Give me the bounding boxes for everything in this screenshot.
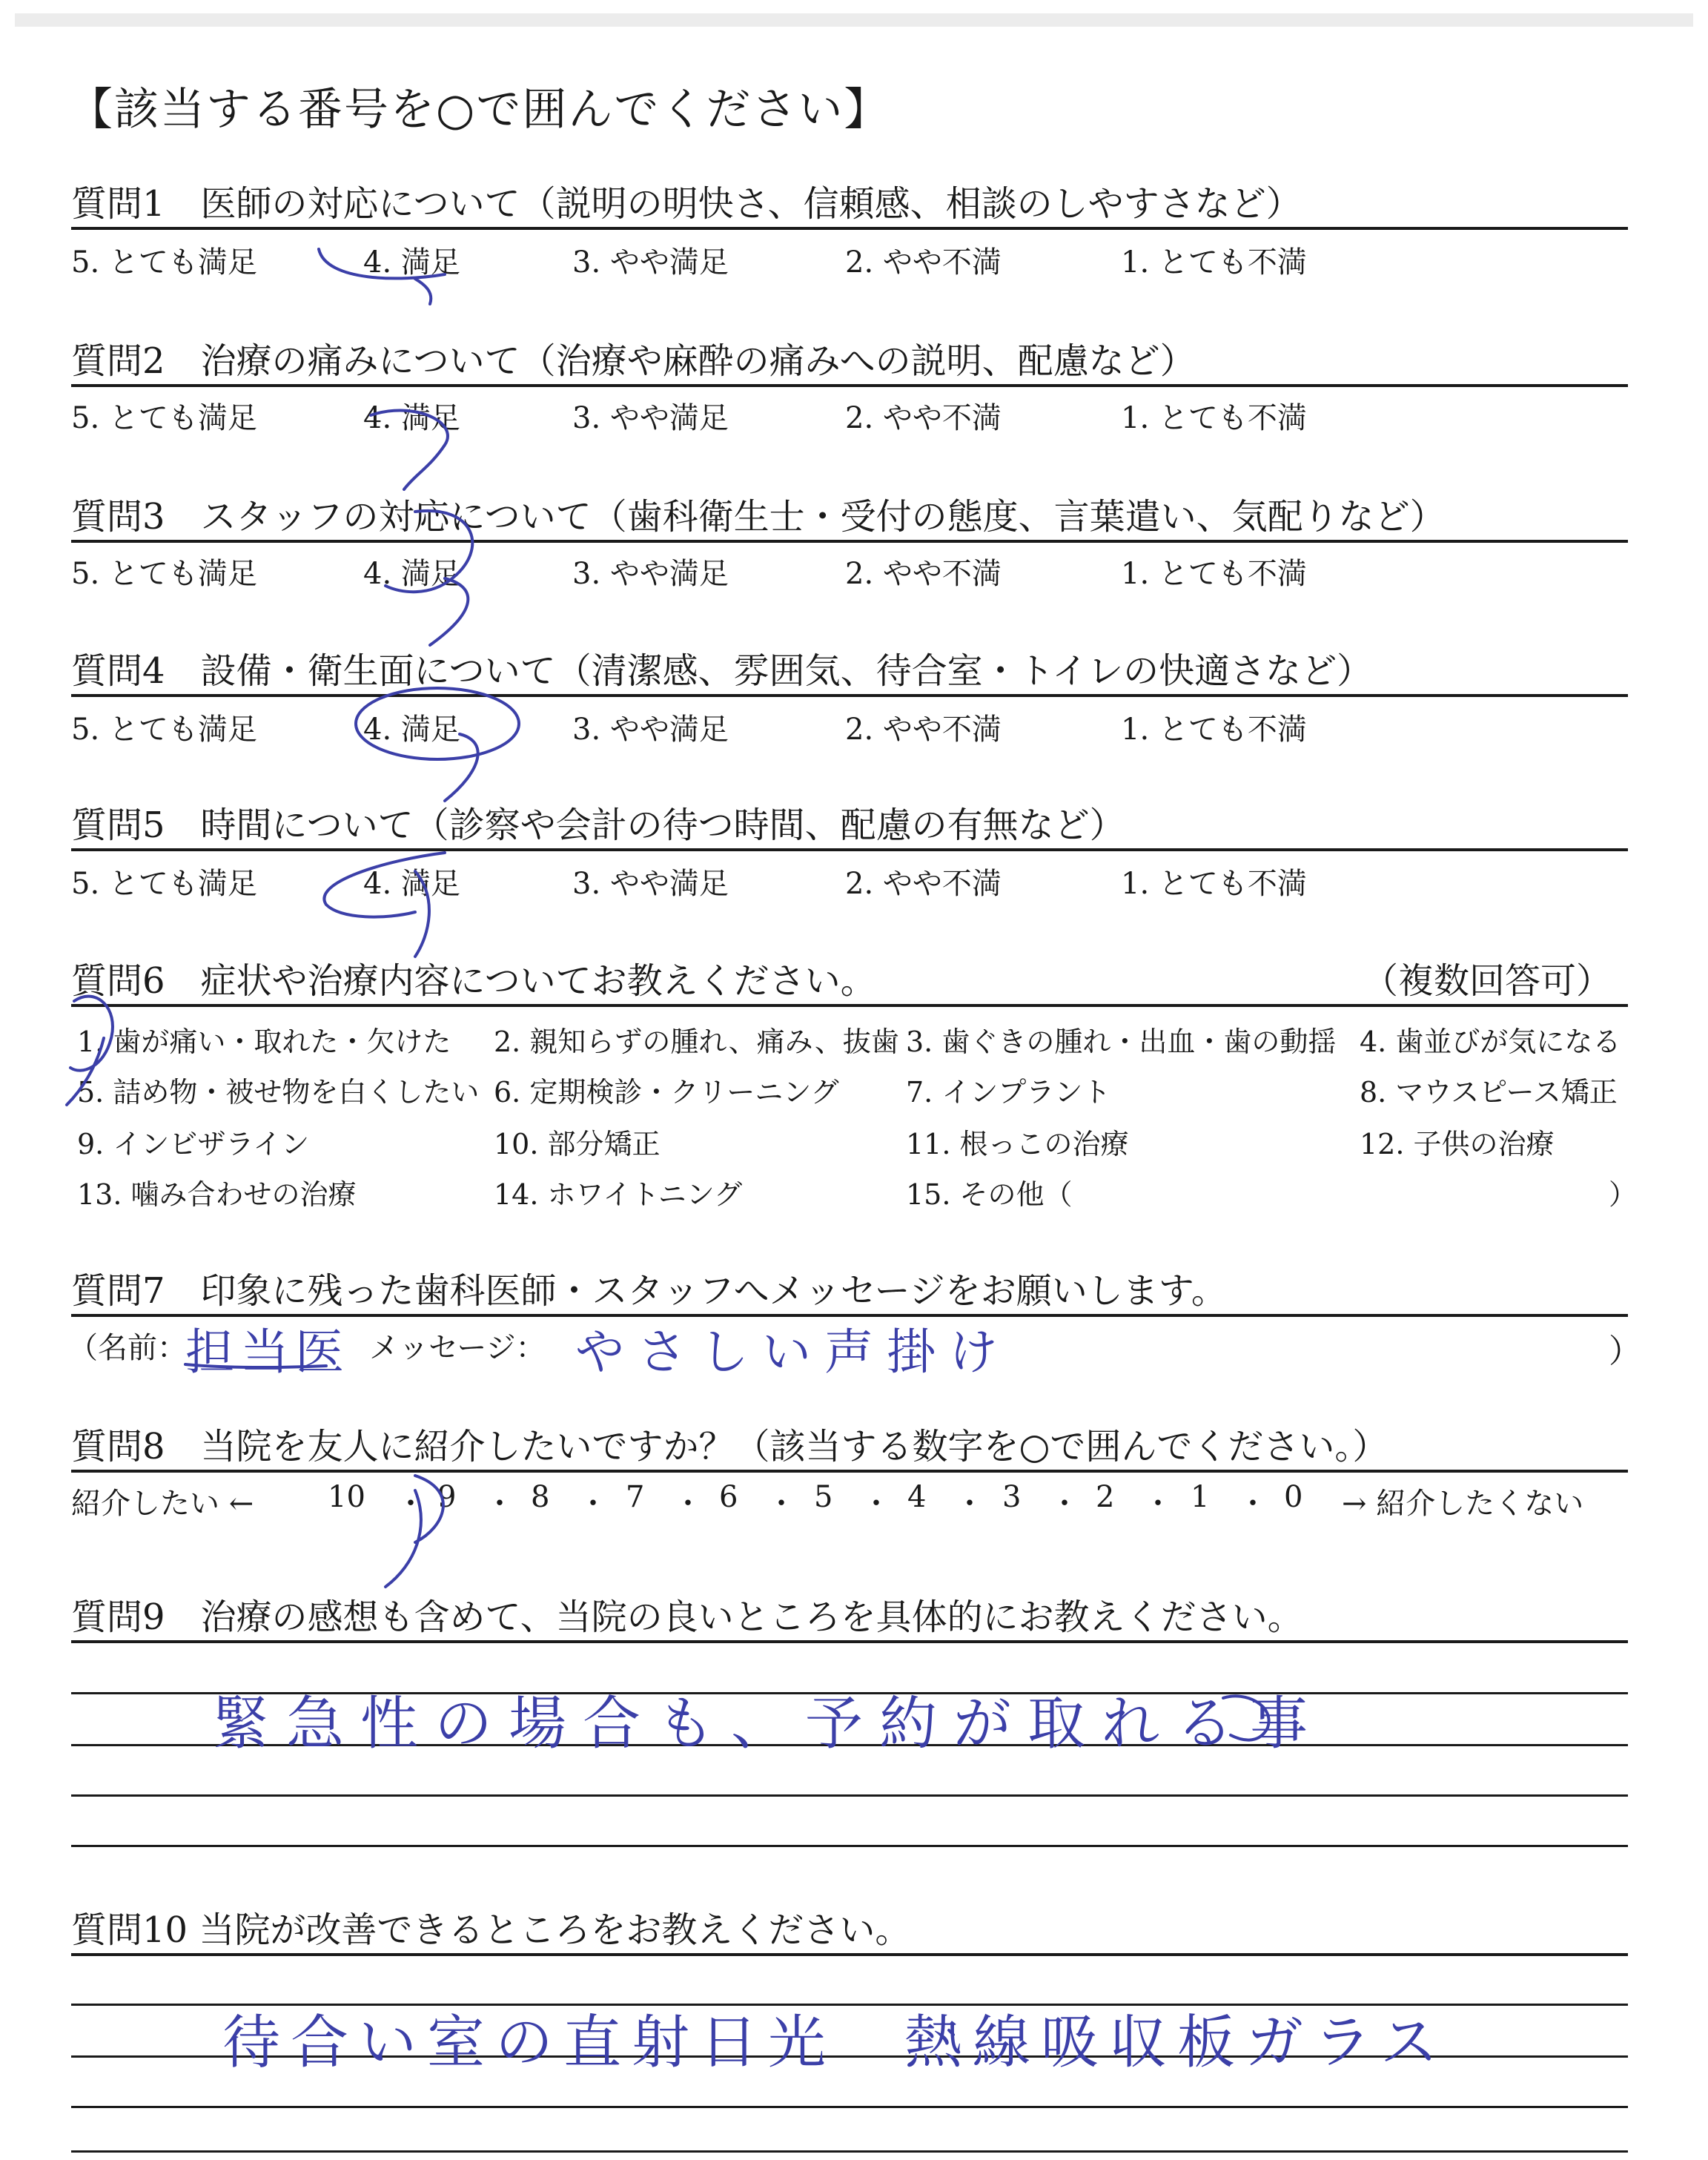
q4-option-3[interactable]: 3. やや満足 — [572, 713, 729, 747]
q4-option-1[interactable]: 1. とても不満 — [1121, 713, 1307, 747]
q8-scale-8[interactable]: 8 — [531, 1480, 550, 1514]
q1-option-2[interactable]: 2. やや不満 — [845, 245, 1002, 280]
q8-scale-dot: ・ — [861, 1487, 891, 1521]
q2-option-5[interactable]: 5. とても満足 — [71, 401, 257, 435]
q8-scale-dot: ・ — [1143, 1487, 1173, 1521]
q8-scale-dot: ・ — [1050, 1487, 1079, 1521]
q10-title: 質問10 当院が改善できるところをお教えください。 — [71, 1909, 911, 1951]
q8-scale-10[interactable]: 10 — [328, 1480, 365, 1514]
q6-item-15[interactable]: 15. その他（ — [906, 1178, 1073, 1211]
q8-scale-6[interactable]: 6 — [719, 1480, 738, 1514]
q6-item-8[interactable]: 8. マウスピース矯正 — [1360, 1076, 1618, 1109]
q6-item-1[interactable]: 1. 歯が痛い・取れた・欠けた — [77, 1025, 451, 1058]
q9-rule — [71, 1640, 1628, 1643]
q6-other-close-paren: ） — [1609, 1178, 1638, 1211]
q9-answer-line — [71, 1794, 1628, 1797]
q6-item-7[interactable]: 7. インプラント — [906, 1076, 1111, 1109]
q6-item-13[interactable]: 13. 噛み合わせの治療 — [77, 1178, 357, 1211]
q8-scale-dot: ・ — [578, 1487, 608, 1521]
q9-title: 質問9 治療の感想も含めて、当院の良いところを具体的にお教えください。 — [71, 1596, 1303, 1638]
q8-scale-4[interactable]: 4 — [907, 1480, 927, 1514]
q3-option-3[interactable]: 3. やや満足 — [572, 557, 729, 591]
q8-scale-7[interactable]: 7 — [626, 1480, 645, 1514]
q8-scale-3[interactable]: 3 — [1002, 1480, 1022, 1514]
q8-rule — [71, 1470, 1628, 1473]
q2-option-2[interactable]: 2. やや不満 — [845, 401, 1002, 435]
q7-name-handwriting[interactable]: 担当医 — [185, 1324, 350, 1381]
q4-title: 質問4 設備・衛生面について（清潔感、雰囲気、待合室・トイレの快適さなど） — [71, 650, 1373, 692]
q6-item-11[interactable]: 11. 根っこの治療 — [906, 1128, 1129, 1160]
q3-rule — [71, 540, 1628, 543]
q8-scale-2[interactable]: 2 — [1096, 1480, 1115, 1514]
q8-right-label: → 紹介したくない — [1342, 1487, 1584, 1521]
q6-note: （複数回答可） — [1363, 960, 1612, 1002]
q4-option-4[interactable]: 4. 満足 — [363, 713, 460, 747]
q2-title: 質問2 治療の痛みについて（治療や麻酔の痛みへの説明、配慮など） — [71, 340, 1196, 382]
q7-title: 質問7 印象に残った歯科医師・スタッフへメッセージをお願いします。 — [71, 1270, 1227, 1312]
q8-scale-0[interactable]: 0 — [1284, 1480, 1303, 1514]
q8-scale-dot: ・ — [485, 1487, 514, 1521]
q6-item-10[interactable]: 10. 部分矯正 — [494, 1128, 661, 1160]
q6-item-14[interactable]: 14. ホワイトニング — [494, 1178, 743, 1211]
q2-option-1[interactable]: 1. とても不満 — [1121, 401, 1307, 435]
q6-item-12[interactable]: 12. 子供の治療 — [1360, 1128, 1555, 1160]
q1-option-1[interactable]: 1. とても不満 — [1121, 245, 1307, 280]
q7-message-label: メッセージ： — [369, 1331, 546, 1365]
q8-scale-dot: ・ — [1238, 1487, 1268, 1521]
q9-answer-handwriting[interactable]: 緊急性の場合も、予約が取れる事 — [212, 1691, 1325, 1757]
q4-option-2[interactable]: 2. やや不満 — [845, 713, 1002, 747]
q6-item-2[interactable]: 2. 親知らずの腫れ、痛み、抜歯 — [494, 1025, 899, 1058]
q8-scale-dot: ・ — [396, 1487, 426, 1521]
q2-rule — [71, 384, 1628, 387]
q8-scale-dot: ・ — [955, 1487, 984, 1521]
q8-scale-5[interactable]: 5 — [814, 1480, 833, 1514]
q3-title: 質問3 スタッフの対応について（歯科衛生士・受付の態度、言葉遣い、気配りなど） — [71, 496, 1446, 538]
q8-left-label: 紹介したい ← — [71, 1487, 254, 1521]
q7-close-paren: ） — [1609, 1332, 1641, 1370]
q3-option-2[interactable]: 2. やや不満 — [845, 557, 1002, 591]
q7-message-handwriting[interactable]: やさしい声掛け — [575, 1324, 1011, 1381]
q3-option-1[interactable]: 1. とても不満 — [1121, 557, 1307, 591]
q4-option-5[interactable]: 5. とても満足 — [71, 713, 257, 747]
q5-title: 質問5 時間について（診察や会計の待つ時間、配慮の有無など） — [71, 805, 1125, 846]
q6-item-3[interactable]: 3. 歯ぐきの腫れ・出血・歯の動揺 — [906, 1025, 1337, 1058]
q6-title: 質問6 症状や治療内容についてお教えください。 — [71, 960, 876, 1002]
q5-option-1[interactable]: 1. とても不満 — [1121, 867, 1307, 901]
q10-rule — [71, 1953, 1628, 1956]
q1-option-5[interactable]: 5. とても満足 — [71, 245, 257, 280]
q6-item-6[interactable]: 6. 定期検診・クリーニング — [494, 1076, 839, 1109]
q6-item-5[interactable]: 5. 詰め物・被せ物を白くしたい — [77, 1076, 480, 1109]
q10-answer-line — [71, 2106, 1628, 2108]
q6-rule — [71, 1004, 1628, 1007]
q8-scale-dot: ・ — [673, 1487, 703, 1521]
q6-item-4[interactable]: 4. 歯並びが気になる — [1360, 1025, 1621, 1058]
q9-answer-line — [71, 1845, 1628, 1847]
q2-option-4[interactable]: 4. 満足 — [363, 401, 460, 435]
scan-top-edge — [15, 13, 1693, 27]
q1-option-4[interactable]: 4. 満足 — [363, 245, 460, 280]
q10-answer-line — [71, 2150, 1628, 2153]
page-heading: 【該当する番号を○で囲んでください】 — [68, 84, 890, 136]
q10-answer-handwriting[interactable]: 待合い室の直射日光 熱線吸収板ガラス — [222, 2009, 1449, 2076]
q2-option-3[interactable]: 3. やや満足 — [572, 401, 729, 435]
q8-scale-9[interactable]: 9 — [437, 1480, 457, 1514]
q8-scale-1[interactable]: 1 — [1191, 1480, 1210, 1514]
q7-name-label: （名前： — [68, 1331, 187, 1365]
q6-item-9[interactable]: 9. インビザライン — [77, 1128, 310, 1160]
q1-rule — [71, 227, 1628, 230]
q4-rule — [71, 694, 1628, 697]
q8-title: 質問8 当院を友人に紹介したいですか？（該当する数字を○で囲んでください。） — [71, 1426, 1388, 1467]
q5-rule — [71, 848, 1628, 851]
q8-scale-dot: ・ — [767, 1487, 796, 1521]
q1-title: 質問1 医師の対応について（説明の明快さ、信頼感、相談のしやすさなど） — [71, 183, 1302, 225]
q1-option-3[interactable]: 3. やや満足 — [572, 245, 729, 280]
q3-option-5[interactable]: 5. とても満足 — [71, 557, 257, 591]
q5-option-5[interactable]: 5. とても満足 — [71, 867, 257, 901]
q5-option-4[interactable]: 4. 満足 — [363, 867, 460, 901]
q5-option-2[interactable]: 2. やや不満 — [845, 867, 1002, 901]
q3-option-4[interactable]: 4. 満足 — [363, 557, 460, 591]
q5-option-3[interactable]: 3. やや満足 — [572, 867, 729, 901]
